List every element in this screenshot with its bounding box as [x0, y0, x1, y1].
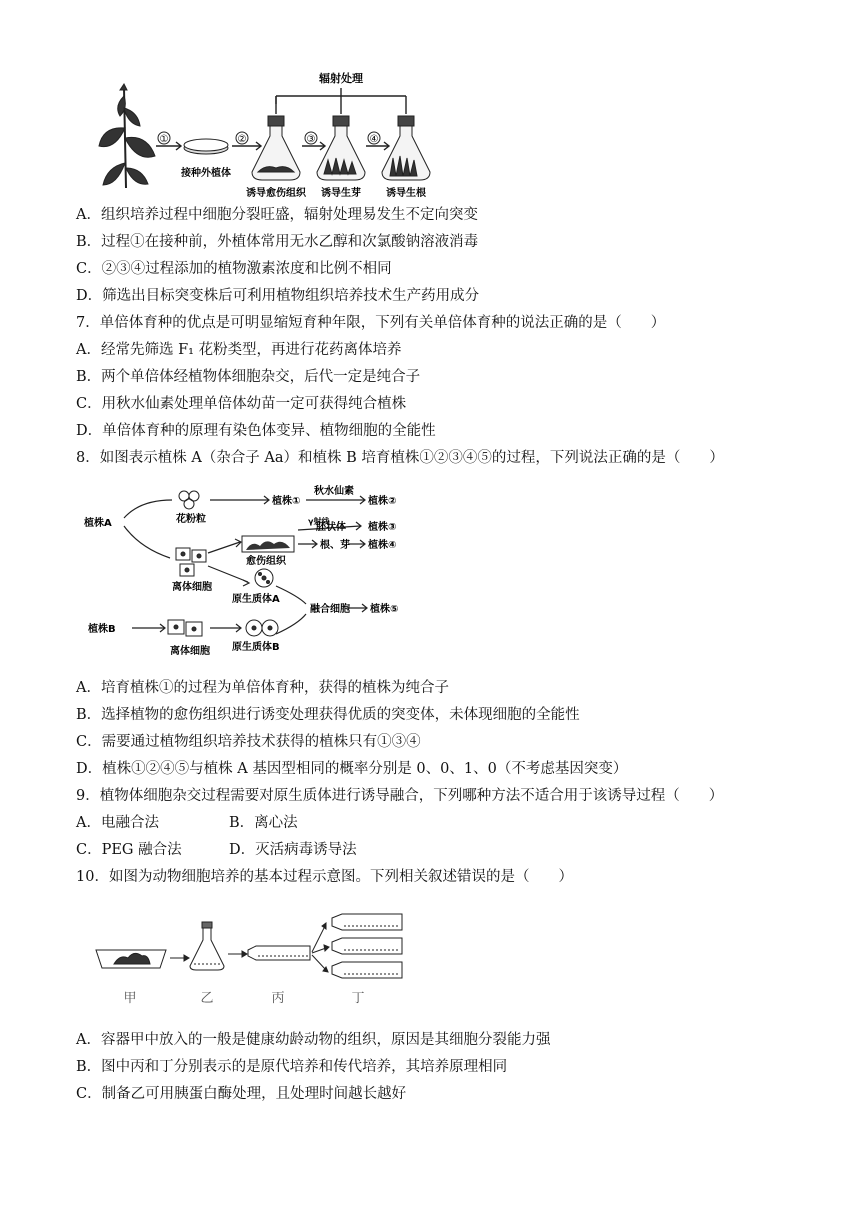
q10-stem: 10．如图为动物细胞培养的基本过程示意图。下列相关叙述错误的是（ ） — [76, 869, 573, 885]
q9-option-b: B．离心法 — [229, 815, 298, 831]
isolated-cells-a-icon — [176, 548, 206, 576]
q6-option-d: D．筛选出目标突变株后可利用植物组织培养技术生产药用成分 — [76, 288, 480, 304]
petri-dish-icon — [184, 139, 228, 154]
label-isolated-cells-a: 离体细胞 — [172, 582, 212, 593]
label-root: 诱导生根 — [386, 188, 426, 199]
flask-root-icon — [382, 116, 430, 180]
q7-stem: 7．单倍体育种的优点是可明显缩短育种年限，下列有关单倍体育种的说法正确的是（ ） — [76, 315, 666, 331]
label-plant-b: 植株B — [88, 624, 116, 635]
label-plant-2: 植株② — [368, 496, 397, 507]
step-1-label: ① — [159, 134, 169, 145]
protoplast-a-icon — [255, 569, 273, 587]
plant-breeding-diagram — [80, 478, 430, 664]
q10-option-c: C．制备乙可用胰蛋白酶处理，且处理时间越长越好 — [76, 1086, 407, 1102]
q9-option-a: A．电融合法 — [76, 815, 159, 831]
label-plant-5: 植株⑤ — [370, 604, 399, 615]
label-gamma: γ射线 — [308, 517, 330, 526]
label-embryoid: 胚状体 — [316, 522, 346, 533]
callus-icon — [242, 536, 294, 552]
dish-icon — [96, 950, 166, 968]
label-pollen: 花粉粒 — [176, 514, 206, 525]
label-plate: 接种外植体 — [181, 168, 231, 179]
q6-option-c: C．②③④过程添加的植物激素浓度和比例不相同 — [76, 261, 392, 277]
subculture-bottles-icon — [332, 914, 402, 978]
step-4-label: ④ — [369, 134, 379, 145]
label-isolated-cells-b: 离体细胞 — [170, 646, 210, 657]
q6-option-a: A．组织培养过程中细胞分裂旺盛，辐射处理易发生不定向突变 — [76, 207, 478, 223]
label-fused-cell: 融合细胞 — [310, 604, 350, 615]
culture-bottle-icon — [248, 946, 310, 960]
q7-option-a: A．经常先筛选 F₁ 花粉类型，再进行花药离体培养 — [76, 342, 402, 358]
figure-plant-breeding — [80, 478, 430, 664]
label-root-bud: 根、芽 — [320, 540, 350, 551]
flask-icon — [190, 922, 224, 970]
label-plant-1: 植株① — [272, 496, 301, 507]
label-callus: 诱导愈伤组织 — [246, 188, 306, 199]
pollen-icon — [179, 491, 199, 509]
label-callus: 愈伤组织 — [246, 556, 286, 567]
radiation-label: 辐射处理 — [319, 72, 363, 85]
q9-stem: 9．植物体细胞杂交过程需要对原生质体进行诱导融合，下列哪种方法不适合用于该诱导过程（ ） — [76, 788, 724, 804]
tissue-culture-diagram — [76, 68, 440, 202]
q8-option-c: C．需要通过植物组织培养技术获得的植株只有①③④ — [76, 734, 421, 750]
label-protoplast-b: 原生质体B — [232, 642, 280, 653]
flask-bud-icon — [317, 116, 365, 180]
step-3-label: ③ — [306, 134, 316, 145]
label-plant-3: 植株③ — [368, 522, 397, 533]
label-colchicine: 秋水仙素 — [314, 486, 354, 497]
label-bud: 诱导生芽 — [321, 188, 361, 199]
q7-option-c: C．用秋水仙素处理单倍体幼苗一定可获得纯合植株 — [76, 396, 407, 412]
plant-icon — [99, 84, 155, 188]
q8-option-a: A．培育植株①的过程为单倍体育种，获得的植株为纯合子 — [76, 680, 449, 696]
label-jia: 甲 — [123, 991, 137, 1006]
q8-stem: 8．如图表示植株 A（杂合子 Aa）和植株 B 培育植株①②③④⑤的过程，下列说法正确的是（ ） — [76, 450, 724, 466]
animal-cell-culture-diagram — [80, 898, 410, 1020]
q8-option-b: B．选择植物的愈伤组织进行诱变处理获得优质的突变体，未体现细胞的全能性 — [76, 707, 580, 723]
label-protoplast-a: 原生质体A — [232, 594, 280, 605]
q6-option-b: B．过程①在接种前，外植体常用无水乙醇和次氯酸钠溶液消毒 — [76, 234, 479, 250]
label-ding: 丁 — [351, 991, 365, 1006]
protoplast-b-icon — [246, 620, 278, 636]
q9-option-d: D．灭活病毒诱导法 — [229, 842, 357, 858]
q7-option-b: B．两个单倍体经植物体细胞杂交，后代一定是纯合子 — [76, 369, 421, 385]
label-yi: 乙 — [200, 991, 214, 1006]
q7-option-d: D．单倍体育种的原理有染色体变异、植物细胞的全能性 — [76, 423, 436, 439]
q9-option-c: C．PEG 融合法 — [76, 842, 182, 858]
step-2-label: ② — [237, 134, 247, 145]
label-bing: 丙 — [271, 991, 285, 1006]
isolated-cells-b-icon — [168, 620, 202, 636]
label-plant-4: 植株④ — [368, 540, 397, 551]
label-plant-a: 植株A — [84, 518, 112, 529]
figure-tissue-culture — [76, 68, 440, 202]
figure-animal-cell-culture — [80, 898, 410, 1020]
q10-option-a: A．容器甲中放入的一般是健康幼龄动物的组织，原因是其细胞分裂能力强 — [76, 1032, 551, 1048]
q10-option-b: B．图中丙和丁分别表示的是原代培养和传代培养，其培养原理相同 — [76, 1059, 508, 1075]
q8-option-d: D．植株①②④⑤与植株 A 基因型相同的概率分别是 0、0、1、0（不考虑基因突变） — [76, 761, 628, 777]
